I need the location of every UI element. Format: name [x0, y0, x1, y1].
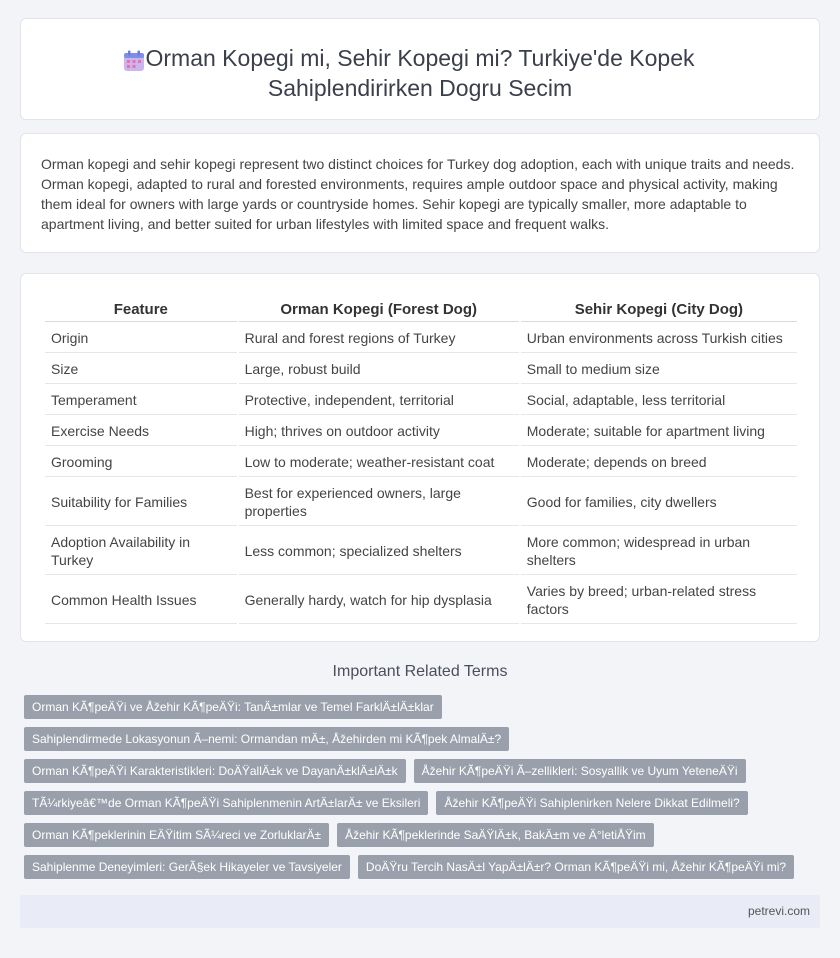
related-term-link[interactable]: Orman KÃ¶peÄŸi Karakteristikleri: DoÄŸallÄ±k ve DayanÄ±klÄ±lÄ±k	[24, 759, 406, 783]
table-row	[45, 528, 797, 575]
page-title	[21, 43, 819, 103]
tag-row	[20, 695, 820, 727]
table-row	[45, 448, 797, 477]
tag-row	[20, 823, 820, 855]
table-row	[45, 417, 797, 446]
table-cell: Moderate; depends on breed	[521, 448, 797, 477]
column-header-sehir: Sehir Kopegi (City Dog)	[521, 296, 797, 322]
table-cell: Origin	[45, 324, 237, 353]
table-row	[45, 479, 797, 526]
related-term-link[interactable]: TÃ¼rkiyeâ€™de Orman KÃ¶peÄŸi Sahiplenmenin ArtÄ±larÄ± ve Eksileri	[24, 791, 428, 815]
column-header-feature: Feature	[45, 296, 237, 322]
table-cell: Adoption Availability in Turkey	[45, 528, 237, 575]
related-term-link[interactable]: Orman KÃ¶peklerinin EÄŸitim SÃ¼reci ve ZorluklarÄ±	[24, 823, 329, 847]
table-cell: Exercise Needs	[45, 417, 237, 446]
table-cell: Moderate; suitable for apartment living	[521, 417, 797, 446]
tag-row	[20, 855, 820, 887]
table-cell: Grooming	[45, 448, 237, 477]
table-cell: Size	[45, 355, 237, 384]
tag-row	[20, 791, 820, 823]
table-cell: Varies by breed; urban-related stress factors	[521, 577, 797, 624]
related-term-link[interactable]: Åžehir KÃ¶peÄŸi Sahiplenirken Nelere Dikkat Edilmeli?	[436, 791, 747, 815]
table-cell: Temperament	[45, 386, 237, 415]
table-cell: Large, robust build	[239, 355, 519, 384]
table-cell: Best for experienced owners, large properties	[239, 479, 519, 526]
table-row	[45, 355, 797, 384]
table-cell: Good for families, city dwellers	[521, 479, 797, 526]
related-terms-heading: Important Related Terms	[332, 663, 508, 680]
tag-row	[20, 759, 820, 791]
related-term-link[interactable]: Sahiplendirmede Lokasyonun Ã–nemi: Ormandan mÄ±, Åžehirden mi KÃ¶pek AlmalÄ±?	[24, 727, 509, 751]
table-cell: Protective, independent, territorial	[239, 386, 519, 415]
table-row	[45, 386, 797, 415]
table-cell: High; thrives on outdoor activity	[239, 417, 519, 446]
table-cell: Common Health Issues	[45, 577, 237, 624]
table-cell: Small to medium size	[521, 355, 797, 384]
intro-card	[20, 133, 820, 253]
table-row	[45, 324, 797, 353]
page-title-line1: Orman Kopegi mi, Sehir Kopegi mi? Turkiye'de Kopek	[145, 45, 695, 71]
table-row	[45, 577, 797, 624]
title-card	[20, 18, 820, 120]
table-header-row	[45, 296, 797, 322]
related-term-link[interactable]: Sahiplenme Deneyimleri: GerÃ§ek Hikayeler ve Tavsiyeler	[24, 855, 350, 879]
table-cell: Less common; specialized shelters	[239, 528, 519, 575]
comparison-table-card	[20, 273, 820, 642]
comparison-table	[43, 294, 799, 626]
table-cell: Rural and forest regions of Turkey	[239, 324, 519, 353]
page-title-line2: Sahiplendirirken Dogru Secim	[267, 75, 573, 101]
table-cell: Social, adaptable, less territorial	[521, 386, 797, 415]
table-cell: Suitability for Families	[45, 479, 237, 526]
table-cell: Generally hardy, watch for hip dysplasia	[239, 577, 519, 624]
related-term-link[interactable]: DoÄŸru Tercih NasÄ±l YapÄ±lÄ±r? Orman KÃ¶peÄŸi mi, Åžehir KÃ¶peÄŸi mi?	[358, 855, 794, 879]
related-term-link[interactable]: Åžehir KÃ¶peklerinde SaÄŸlÄ±k, BakÄ±m ve Ä°letiÅŸim	[337, 823, 654, 847]
table-cell: Low to moderate; weather-resistant coat	[239, 448, 519, 477]
column-header-orman: Orman Kopegi (Forest Dog)	[239, 296, 519, 322]
table-cell: More common; widespread in urban shelters	[521, 528, 797, 575]
tag-row	[20, 727, 820, 759]
intro-paragraph: Orman kopegi and sehir kopegi represent two distinct choices for Turkey dog adoption, each with unique traits and needs. Orman kopegi, adapted to rural and forested environments, requires ample outdoor space and physical activity, making them ideal for owners with large yards or countryside homes. Sehir kopegi are typically smaller, more adaptable to apartment living, and better suited for urban lifestyles with limited space and frequent walks.	[41, 156, 795, 232]
table-cell: Urban environments across Turkish cities	[521, 324, 797, 353]
footer-bar	[20, 895, 820, 928]
footer-site-link[interactable]: petrevi.com	[747, 904, 810, 918]
related-term-link[interactable]: Orman KÃ¶peÄŸi ve Åžehir KÃ¶peÄŸi: TanÄ±mlar ve Temel FarklÄ±lÄ±klar	[24, 695, 442, 719]
related-terms-list	[20, 695, 820, 887]
related-term-link[interactable]: Åžehir KÃ¶peÄŸi Ã–zellikleri: Sosyallik ve Uyum YeteneÄŸi	[414, 759, 746, 783]
